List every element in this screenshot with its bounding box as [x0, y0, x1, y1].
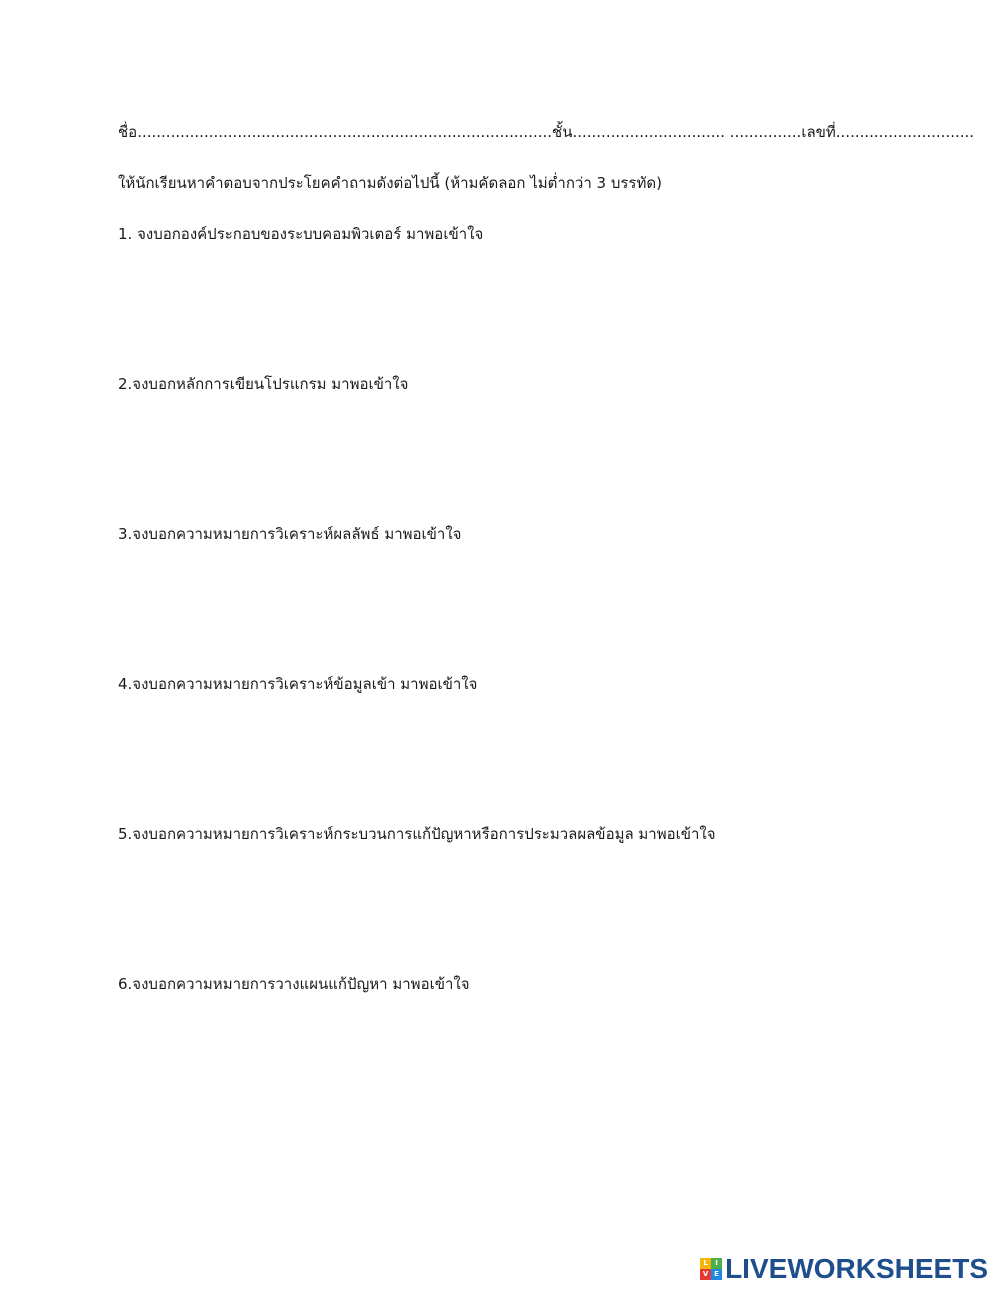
instruction-text: ให้นักเรียนหาคำตอบจากประโยคคำถามดังต่อไปนี้ (ห้ามคัดลอก ไม่ต่ำกว่า 3 บรรทัด) — [118, 174, 662, 192]
question-4: 4.จงบอกความหมายการวิเคราะห์ข้อมูลเข้า มาพอเข้าใจ — [118, 675, 478, 693]
answer-field-4[interactable] — [118, 704, 882, 808]
answer-field-2[interactable] — [118, 404, 882, 508]
liveworksheets-logo — [700, 1254, 988, 1284]
answer-field-5[interactable] — [118, 854, 882, 958]
logo-wordmark: LIVEWORKSHEETS — [725, 1253, 988, 1284]
answer-field-6[interactable] — [118, 1004, 882, 1108]
answer-field-1[interactable] — [118, 254, 882, 358]
question-5: 5.จงบอกความหมายการวิเคราะห์กระบวนการแก้ปัญหาหรือการประมวลผลข้อมูล มาพอเข้าใจ — [118, 825, 716, 843]
question-2: 2.จงบอกหลักการเขียนโปรแกรม มาพอเข้าใจ — [118, 375, 409, 393]
liveworksheets-logo-icon: L I V E — [700, 1258, 722, 1280]
question-3: 3.จงบอกความหมายการวิเคราะห์ผลลัพธ์ มาพอเข้าใจ — [118, 525, 462, 543]
question-6: 6.จงบอกความหมายการวางแผนแก้ปัญหา มาพอเข้าใจ — [118, 975, 470, 993]
question-1: 1. จงบอกองค์ประกอบของระบบคอมพิวเตอร์ มาพอเข้าใจ — [118, 225, 484, 243]
answer-field-3[interactable] — [118, 554, 882, 658]
student-info-line: ชื่อ.......................................................................................ชั้น................................ ...............เลขที่............................. — [118, 123, 975, 141]
